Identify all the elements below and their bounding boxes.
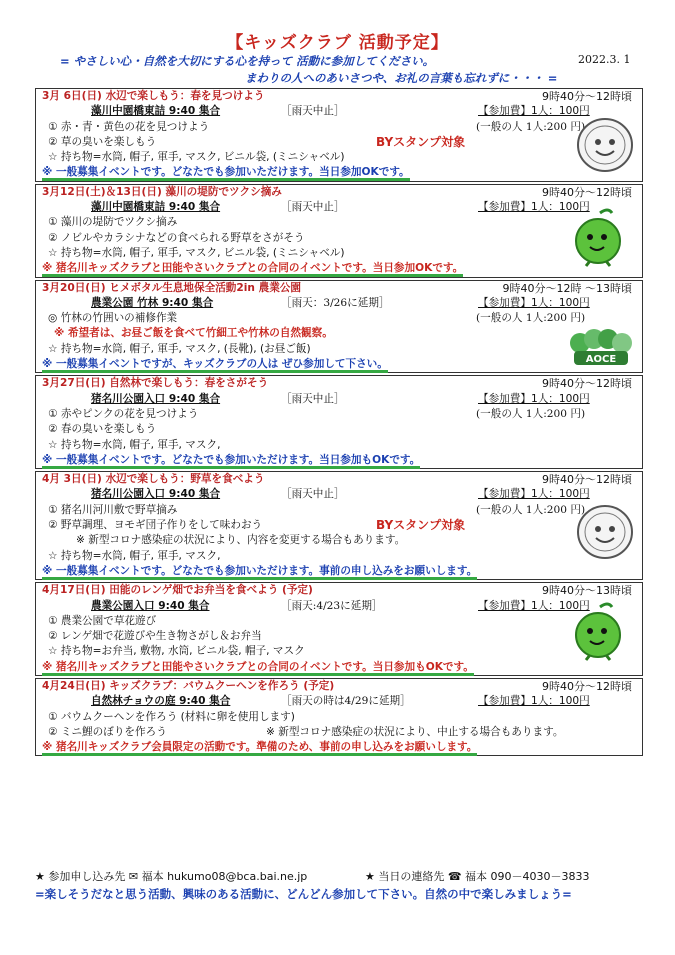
event-detail: ① 藻川の堤防でツクシ摘み — [48, 216, 178, 229]
svg-text:AOCE: AOCE — [585, 353, 617, 365]
stamp-rally-icon — [576, 504, 634, 564]
event-detail: ① バウムクーヘンを作ろう (材料に卵を使用します) — [48, 710, 295, 723]
meeting-place: 猪名川公園入口 9:40 集合 — [91, 392, 221, 405]
event-detail: ※ 希望者は、お昼ご飯を食べて竹細工や竹林の自然観察。 — [54, 327, 333, 340]
fee: 【参加費】1人：100円 — [478, 392, 590, 405]
event-detail: ① 農業公園で草花遊び — [48, 614, 157, 627]
event-note: ※ 猪名川キッズクラブ会員限定の活動です。準備のため、事前の申し込みをお願いします。 — [42, 741, 477, 756]
event-time: 9時40分～12時 ～13時頃 — [502, 281, 632, 295]
event-block — [35, 375, 643, 469]
event-detail: ② ノビルやカラシナなどの食べられる野草をさがそう — [48, 231, 305, 244]
fee: 【参加費】1人：100円 — [478, 599, 590, 612]
general-fee: (一般の人 1人:200 円) — [476, 312, 586, 325]
stamp-rally-icon — [576, 117, 634, 177]
event-detail: ☆ 持ち物=水筒, 帽子, 軍手, マスク, ビニル袋, (ミニシャベル) — [48, 151, 345, 164]
meeting-place: 猪名川公園入口 9:40 集合 — [91, 488, 221, 501]
closing-message: =楽しそうだなと思う活動、興味のある活動に、どんどん参加して下さい。自然の中で楽しみましょう= — [35, 887, 572, 901]
rain-policy: ［雨天中止］ — [281, 488, 345, 501]
event-note: ※ 一般募集イベントです。どなたでも参加いただけます。当日参加もOKです。 — [42, 454, 420, 469]
event-detail: ② 草の臭いを楽しもう — [48, 135, 157, 148]
event-title: 4月 3日(日) 水辺で楽しもう：野草を食べよう — [42, 473, 265, 486]
general-fee: (一般の人 1人:200 円) — [476, 120, 586, 133]
meeting-place: 農業公園入口 9:40 集合 — [91, 599, 210, 612]
event-detail: ① 赤やピンクの花を見つけよう — [48, 407, 199, 420]
rain-policy: ［雨天中止］ — [281, 105, 345, 118]
event-detail: ② 野草調理、ヨモギ団子作りをして味わおう — [48, 519, 263, 532]
fee: 【参加費】1人：100円 — [478, 695, 590, 708]
meeting-place: 自然林チョウの庭 9:40 集合 — [91, 695, 231, 708]
event-block — [35, 471, 643, 580]
event-time: 9時40分～12時頃 — [542, 473, 632, 487]
event-note: ※ 猪名川キッズクラブと田能やさいクラブとの合同のイベントです。当日参加もOKです。 — [42, 661, 474, 676]
event-time: 9時40分～13時頃 — [542, 584, 632, 598]
event-title: 3月12日(土)＆13日(日) 藻川の堤防でツクシ摘み — [42, 185, 282, 198]
rain-policy: ［雨天中止］ — [281, 201, 345, 214]
rain-policy: ［雨天の時は4/29に延期］ — [281, 695, 411, 708]
event-note: ※ 一般募集イベントです。どなたでも参加いただけます。当日参加OKです。 — [42, 166, 410, 181]
event-title: 3月20日(日) ヒメボタル生息地保全活動2in 農業公園 — [42, 281, 301, 294]
event-detail: ☆ 持ち物=お弁当, 敷物, 水筒, ビニル袋, 帽子, マスク — [48, 645, 305, 658]
stamp-target: BYスタンプ対象 — [376, 518, 466, 533]
event-block — [35, 678, 643, 756]
fee: 【参加費】1人：100円 — [478, 488, 590, 501]
event-title: 4月24日(日) キッズクラブ：バウムクーヘンを作ろう (予定) — [42, 679, 335, 692]
stamp-target: BYスタンプ対象 — [376, 134, 466, 149]
page-title: 【キッズクラブ 活動予定】 — [226, 33, 449, 53]
event-time: 9時40分～12時頃 — [542, 679, 632, 693]
event-note: ※ 猪名川キッズクラブと田能やさいクラブとの合同のイベントです。当日参加OKです。 — [42, 262, 463, 277]
event-list — [35, 88, 643, 758]
event-detail: ☆ 持ち物=水筒, 帽子, 軍手, マスク, (長靴), (お昼ご飯) — [48, 342, 311, 355]
event-time: 9時40分～12時頃 — [542, 185, 632, 199]
meeting-place: 農業公園 竹林 9:40 集合 — [91, 296, 214, 309]
fee: 【参加費】1人：100円 — [478, 296, 590, 309]
apply-contact: ★ 参加申し込み先 ✉ 福本 hukumo08@bca.bai.ne.jp — [35, 870, 308, 883]
event-block — [35, 184, 643, 278]
motto-line-2: まわりの人へのあいさつや、お礼の言葉も忘れずに・・・ = — [245, 71, 558, 85]
rain-policy: ［雨天中止］ — [281, 392, 345, 405]
aoce-logo-icon — [568, 325, 634, 373]
day-contact: ★ 当日の連絡先 ☎ 福本 090－4030－3833 — [365, 870, 590, 883]
event-time: 9時40分～12時頃 — [542, 377, 632, 391]
event-detail: ② 春の臭いを楽しもう — [48, 423, 157, 436]
event-detail: ① 猪名川河川敷で野草摘み — [48, 503, 178, 516]
event-detail: ※ 新型コロナ感染症の状況により、内容を変更する場合もあります。 — [76, 534, 406, 547]
green-mascot-icon — [570, 601, 626, 665]
event-detail: ☆ 持ち物=水筒, 帽子, 軍手, マスク, — [48, 438, 221, 451]
general-fee: (一般の人 1人:200 円) — [476, 503, 586, 516]
event-detail: ② レンゲ畑で花遊びや生き物さがし＆お弁当 — [48, 630, 262, 643]
meeting-place: 藻川中園橋東詰 9:40 集合 — [91, 105, 221, 118]
motto-line-1: = やさしい心・自然を大切にする心を持って 活動に参加してください。 — [60, 54, 435, 68]
event-block — [35, 88, 643, 182]
meeting-place: 藻川中園橋東詰 9:40 集合 — [91, 201, 221, 214]
fee: 【参加費】1人：100円 — [478, 105, 590, 118]
event-detail: ◎ 竹林の竹囲いの補修作業 — [48, 312, 178, 325]
event-detail: ② ミニ鯉のぼりを作ろう — [48, 725, 167, 738]
event-time: 9時40分～12時頃 — [542, 90, 632, 103]
event-detail: ☆ 持ち物=水筒, 帽子, 軍手, マスク, — [48, 549, 221, 562]
issue-date: 2022.3. 1 — [578, 53, 631, 66]
event-block — [35, 280, 643, 374]
event-detail: ① 赤・青・黄色の花を見つけよう — [48, 120, 210, 133]
event-note: ※ 一般募集イベントです。どなたでも参加いただけます。事前の申し込みをお願いします。 — [42, 565, 477, 580]
event-title: 3月27日(日) 自然林で楽しもう：春をさがそう — [42, 377, 269, 390]
event-note: ※ 一般募集イベントですが、キッズクラブの人は ぜひ参加して下さい。 — [42, 358, 388, 373]
fee: 【参加費】1人：100円 — [478, 201, 590, 214]
event-title: 3月 6日(日) 水辺で楽しもう：春を見つけよう — [42, 90, 265, 102]
rain-policy: ［雨天:4/23に延期］ — [281, 599, 383, 612]
green-mascot-icon — [570, 207, 626, 271]
event-title: 4月17日(日) 田能のレンゲ畑でお弁当を食べよう (予定) — [42, 584, 313, 597]
event-block — [35, 582, 643, 676]
rain-policy: ［雨天：3/26に延期］ — [281, 296, 390, 309]
event-detail: ☆ 持ち物=水筒, 帽子, 軍手, マスク, ビニル袋, (ミニシャベル) — [48, 246, 345, 259]
general-fee: (一般の人 1人:200 円) — [476, 407, 586, 420]
covid-note: ※ 新型コロナ感染症の状況により、中止する場合もあります。 — [266, 725, 564, 738]
